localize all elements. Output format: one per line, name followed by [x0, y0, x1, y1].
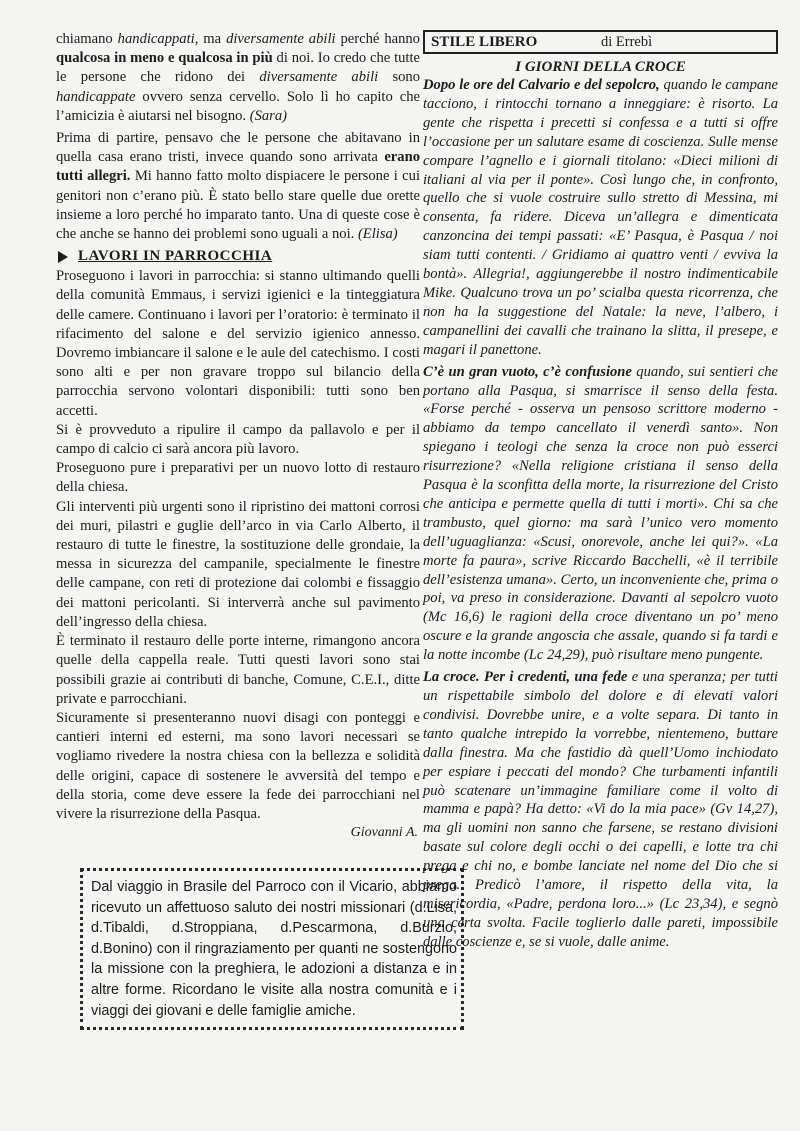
missionaries-notice-box: [80, 868, 464, 1030]
left-column: [56, 30, 420, 842]
right-column: [423, 30, 778, 952]
column-header-box: [423, 30, 778, 54]
paragraph-lead: La croce. Per i credenti, una fede: [423, 669, 628, 686]
article-signature: Giovanni A.: [350, 825, 418, 841]
paragraph-lead: C’è un gran vuoto, c’è confusione: [423, 363, 632, 380]
testimony-elisa: Prima di partire, pensavo che le persone che abitavano in quella casa erano tristi, invece quando sono arrivata erano tutti allegri. Mi hanno fatto molto dispiacere le persone i cui genitori non c’erano più. È stato bello stare quelle due orette insieme a loro perché ho imparato tanto. Una di queste cose è che anche se hanno dei problemi sono uguali a noi. (Elisa): [56, 130, 421, 243]
works-paragraph: Proseguono pure i preparativi per un nuovo lotto di restauro della chiesa.: [56, 460, 420, 496]
column-header-title: STILE LIBERO: [431, 33, 538, 50]
column-header-author: di Errebì: [601, 33, 653, 50]
article-title: I GIORNI DELLA CROCE: [515, 59, 686, 75]
section-heading: [58, 248, 420, 265]
article-paragraph: C’è un gran vuoto, c’è confusione quando, sui sentieri che portano alla Pasqua, si smarrisce il senso della festa. «Forse perché - osserva un pensoso scrittore moderno - abbiamo da tempo cancellato il venerdì santo». Non spiegano i teologi che senza la croce non può esserci risurrezione? «Nella religione cristiana il senso della Pasqua è la sconfitta della morte, la risurrezione del Cristo che anticipa e permette quella di tutti i morti». Chi sa che trambusto, quel giorno: ma sarà l’unico vero momento dell’uguaglianza: «Scusi, onorevole, anche lei qui?». «La morte fa paura», scrive Riccardo Bacchelli, «è il terribile dell’esistenza umana». Certo, un inconveniente che, prima o poi, va preso in considerazione. Davanti al sepolcro vuoto (Mc 16,6) le ragioni della croce diventano un po’ meno oscure e la grande angoscia che assale, quando si fa tardi e la notte incombe (Lc 24,29), può risultare meno pungente.: [423, 363, 778, 664]
works-paragraph: Sicuramente si presenteranno nuovi disagi con ponteggi e cantieri interni ed esterni, ma sono lavori necessari se vogliamo rivedere la nostra chiesa con la bellezza e solidità delle origini, capace di sostenere le avversità del tempo e della storia, come deve essere la fede dei parrocchiani nel vivere la risurrezione della Pasqua.: [56, 709, 420, 822]
section-title: LAVORI IN PARROCCHIA: [78, 248, 273, 265]
paragraph-lead: Dopo le ore del Calvario e del sepolcro,: [423, 77, 660, 93]
notice-text: Dal viaggio in Brasile del Parroco con il Vicario, abbiamo ricevuto un affettuoso saluto dei nostri missionari (d.Lisa, d.Tibaldi, d.Stroppiana, d.Pescarmona, d.Burzio, d.Bonino) con il ringraziamento per quanti ne sostengono la missione con la preghiera, le adozioni a distanza e in altre forme. Ricordano le visite alla nostra comunità e i viaggi dei giovani e delle famiglie amiche.: [91, 879, 457, 1019]
testimony-sara: chiamano handicappati, ma diversamente abili perché hanno qualcosa in meno e qualcosa in più di noi. Io credo che tutte le persone che ridono dei diversamente abili sono handicappate ovvero senza cervello. Solo lì ho capito che l’amicizia è aiutarsi nel bisogno. (Sara): [56, 31, 421, 124]
works-paragraph: Si è provveduto a ripulire il campo da pallavolo e per il campo di calcio ci sarà ancora più lavoro.: [56, 421, 420, 458]
arrow-bullet-icon: [58, 251, 68, 263]
works-paragraph: È terminato il restauro delle porte interne, rimangono ancora quelle della cappella reale. Tutti questi lavori sono stai possibili grazie ai contributi di banche, Comune, C.E.I., ditte private e parrocchiani.: [56, 633, 420, 707]
article-paragraph: La croce. Per i credenti, una fede e una speranza; per tutti un rispettabile simbolo del dolore e di elevati valori condivisi. Dovrebbe unire, e a volte separa. Di tanto in tanto qualche intrepido la vorrebbe, nientemeno, buttare dalla finestra. Ma che fastidio dà quell’Uomo inchiodato per espiare i peccati del mondo? Che turbamenti infantili può scatenare un’immagine familiare come il volto di mamma e papà? Ha detto: «Vi do la mia pace» (Gv 14,27), ma gli uomini non sanno che farsene, se restano divisioni basate sul colore degli occhi o dei capelli, e lotte tra chi prega e chi no, e bombe lanciate nel nome del Dio che si prega. Predicò l’amore, il rispetto della vita, la misericordia, «Padre, perdona loro...» (Lc 23,34), e segnò una certa svolta. Facile toglierlo dalle pareti, impossibile dalle coscienze e, se si vuole, dalle anime.: [423, 669, 778, 950]
article-paragraph: Dopo le ore del Calvario e del sepolcro, quando le campane tacciono, i rintocchi tornano a inneggiare: è risorto. La gente che rispetta i precetti si confessa e a tutti si offre l’occasione per un salutare esame di coscienza. Sulle mense compare l’agnello e i giornali titolano: «Dieci milioni di italiani al via per il ponte». Così lungo che, in confronto, quello che si vuole costruire sullo stretto di Messina, mi consenta, fa ridere. Diceva un’allegra e dimenticata canzoncina dei tempi passati: «E’ Pasqua, è Pasqua / noi siam tutti contenti. / Gridiamo ai quattro venti / evviva la bontà». Allegria!, aggiungerebbe il nostro indimenticabile Mike. Qualcuno trova un po’ scialba questa ricorrenza, che non ha la suggestione del Natale: la neve, l’albero, i campanellini dei cavalli che trainano la slitta, il presepe, e magari il panettone.: [423, 77, 778, 358]
works-paragraph: Proseguono i lavori in parrocchia: si stanno ultimando quelli della comunità Emmaus, i servizi igienici e la tinteggiatura delle camere. Continuano i lavori per l’oratorio: è terminato il rifacimento del salone e del servizio igienico annesso. Dovremo imbiancare il salone e le aule del catechismo. I costi sono alti e per non gravare troppo sul bilancio della parrocchia servono volontari disponibili: tutti sono ben accetti.: [56, 268, 420, 419]
works-paragraph: Gli interventi più urgenti sono il ripristino dei mattoni corrosi dei muri, pilastri e guglie dell’arco in via Carlo Alberto, il restauro di tutte le finestre, la sostituzione delle grondaie, la messa in sicurezza del campanile, specialmente le finestre delle campane, con reti di protezione dai colombi e fissaggio dei mattoni pericolanti. Si interverrà anche sul pavimento dell’ingresso della chiesa.: [56, 498, 420, 630]
